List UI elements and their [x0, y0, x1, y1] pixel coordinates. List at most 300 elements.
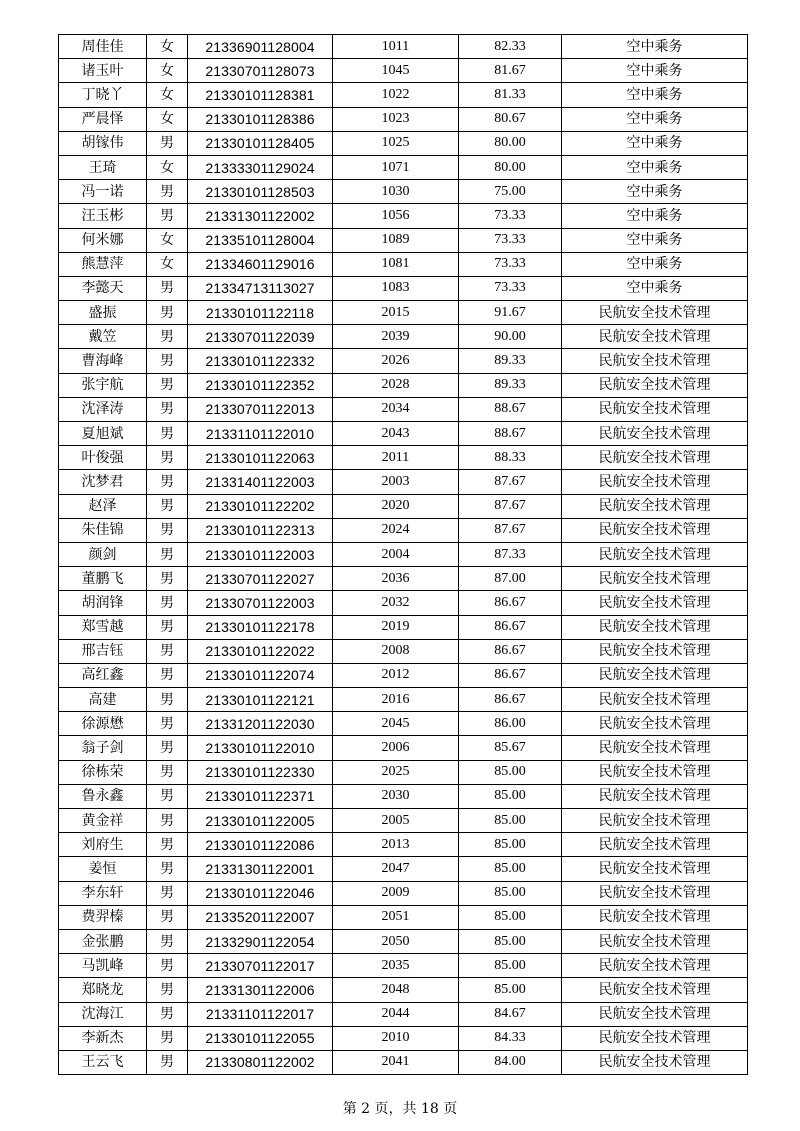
gender-cell: 男 [147, 518, 188, 542]
gender-cell: 男 [147, 470, 188, 494]
gender-cell: 男 [147, 881, 188, 905]
score-cell: 87.67 [459, 470, 562, 494]
student-name-cell: 金张鹏 [59, 929, 147, 953]
table-row [59, 954, 748, 978]
student-name-cell: 李新杰 [59, 1026, 147, 1050]
test-number-cell: 1056 [333, 204, 459, 228]
test-number-cell: 2005 [333, 809, 459, 833]
table-row [59, 905, 748, 929]
test-number-cell: 2013 [333, 833, 459, 857]
major-cell: 空中乘务 [562, 35, 748, 59]
major-cell: 民航安全技术管理 [562, 688, 748, 712]
score-cell: 86.67 [459, 615, 562, 639]
gender-cell: 男 [147, 615, 188, 639]
student-name-cell: 王琦 [59, 155, 147, 179]
student-name-cell: 鲁永鑫 [59, 784, 147, 808]
student-name-cell: 叶俊强 [59, 446, 147, 470]
score-cell: 87.67 [459, 494, 562, 518]
test-number-cell: 2020 [333, 494, 459, 518]
gender-cell: 男 [147, 978, 188, 1002]
exam-id-cell: 21331301122002 [188, 204, 333, 228]
student-name-cell: 张宇航 [59, 373, 147, 397]
table-row [59, 591, 748, 615]
major-cell: 空中乘务 [562, 252, 748, 276]
exam-id-cell: 21334713113027 [188, 276, 333, 300]
score-cell: 85.00 [459, 857, 562, 881]
major-cell: 民航安全技术管理 [562, 1050, 748, 1074]
gender-cell: 女 [147, 155, 188, 179]
student-name-cell: 高建 [59, 688, 147, 712]
score-cell: 90.00 [459, 325, 562, 349]
score-cell: 73.33 [459, 252, 562, 276]
major-cell: 民航安全技术管理 [562, 349, 748, 373]
table-row [59, 252, 748, 276]
table-row [59, 446, 748, 470]
score-cell: 85.00 [459, 905, 562, 929]
table-row [59, 809, 748, 833]
score-cell: 85.00 [459, 881, 562, 905]
gender-cell: 男 [147, 591, 188, 615]
gender-cell: 男 [147, 204, 188, 228]
major-cell: 民航安全技术管理 [562, 978, 748, 1002]
student-name-cell: 曹海峰 [59, 349, 147, 373]
test-number-cell: 2008 [333, 639, 459, 663]
table-row [59, 833, 748, 857]
table-row [59, 542, 748, 566]
exam-id-cell: 21330701122039 [188, 325, 333, 349]
major-cell: 民航安全技术管理 [562, 1026, 748, 1050]
results-table [58, 34, 748, 1075]
major-cell: 空中乘务 [562, 204, 748, 228]
exam-id-cell: 21330101122330 [188, 760, 333, 784]
exam-id-cell: 21330101128381 [188, 83, 333, 107]
gender-cell: 男 [147, 276, 188, 300]
test-number-cell: 2043 [333, 422, 459, 446]
gender-cell: 女 [147, 228, 188, 252]
roster-sheet [58, 34, 747, 1075]
score-cell: 85.00 [459, 954, 562, 978]
student-name-cell: 熊慧萍 [59, 252, 147, 276]
test-number-cell: 1025 [333, 131, 459, 155]
exam-id-cell: 21330101122313 [188, 518, 333, 542]
gender-cell: 男 [147, 446, 188, 470]
table-row [59, 349, 748, 373]
exam-id-cell: 21330101122005 [188, 809, 333, 833]
gender-cell: 男 [147, 349, 188, 373]
gender-cell: 女 [147, 107, 188, 131]
gender-cell: 男 [147, 180, 188, 204]
test-number-cell: 2047 [333, 857, 459, 881]
student-name-cell: 严晨怿 [59, 107, 147, 131]
student-name-cell: 董鹏飞 [59, 567, 147, 591]
test-number-cell: 2015 [333, 301, 459, 325]
student-name-cell: 李懿天 [59, 276, 147, 300]
gender-cell: 男 [147, 494, 188, 518]
major-cell: 民航安全技术管理 [562, 881, 748, 905]
exam-id-cell: 21330101122086 [188, 833, 333, 857]
gender-cell: 男 [147, 784, 188, 808]
gender-cell: 男 [147, 567, 188, 591]
table-row [59, 35, 748, 59]
student-name-cell: 盛振 [59, 301, 147, 325]
exam-id-cell: 21330101122118 [188, 301, 333, 325]
exam-id-cell: 21330101122352 [188, 373, 333, 397]
gender-cell: 男 [147, 663, 188, 687]
score-cell: 80.00 [459, 155, 562, 179]
score-cell: 82.33 [459, 35, 562, 59]
score-cell: 80.67 [459, 107, 562, 131]
major-cell: 民航安全技术管理 [562, 736, 748, 760]
test-number-cell: 2010 [333, 1026, 459, 1050]
score-cell: 86.67 [459, 688, 562, 712]
student-name-cell: 马凯峰 [59, 954, 147, 978]
student-name-cell: 颜剑 [59, 542, 147, 566]
test-number-cell: 2051 [333, 905, 459, 929]
student-name-cell: 刘府生 [59, 833, 147, 857]
gender-cell: 男 [147, 422, 188, 446]
score-cell: 91.67 [459, 301, 562, 325]
score-cell: 73.33 [459, 276, 562, 300]
table-row [59, 663, 748, 687]
exam-id-cell: 21330101122055 [188, 1026, 333, 1050]
student-name-cell: 邢吉钰 [59, 639, 147, 663]
student-name-cell: 费羿榛 [59, 905, 147, 929]
test-number-cell: 2048 [333, 978, 459, 1002]
exam-id-cell: 21330701122017 [188, 954, 333, 978]
table-row [59, 83, 748, 107]
gender-cell: 男 [147, 905, 188, 929]
exam-id-cell: 21330101122332 [188, 349, 333, 373]
gender-cell: 男 [147, 397, 188, 421]
test-number-cell: 2036 [333, 567, 459, 591]
student-name-cell: 胡镓伟 [59, 131, 147, 155]
table-row [59, 736, 748, 760]
major-cell: 民航安全技术管理 [562, 615, 748, 639]
exam-id-cell: 21330101122003 [188, 542, 333, 566]
page-footer: 第 2 页，共 18 页 [342, 1101, 458, 1117]
test-number-cell: 2039 [333, 325, 459, 349]
exam-id-cell: 21330101122121 [188, 688, 333, 712]
table-row [59, 712, 748, 736]
gender-cell: 男 [147, 301, 188, 325]
score-cell: 85.67 [459, 736, 562, 760]
major-cell: 民航安全技术管理 [562, 446, 748, 470]
major-cell: 民航安全技术管理 [562, 325, 748, 349]
student-name-cell: 胡润锋 [59, 591, 147, 615]
score-cell: 87.33 [459, 542, 562, 566]
test-number-cell: 1022 [333, 83, 459, 107]
score-cell: 81.67 [459, 59, 562, 83]
exam-id-cell: 21331301122001 [188, 857, 333, 881]
test-number-cell: 1011 [333, 35, 459, 59]
exam-id-cell: 21331101122017 [188, 1002, 333, 1026]
test-number-cell: 2034 [333, 397, 459, 421]
gender-cell: 男 [147, 712, 188, 736]
test-number-cell: 2041 [333, 1050, 459, 1074]
table-row [59, 567, 748, 591]
table-row [59, 228, 748, 252]
exam-id-cell: 21330101122010 [188, 736, 333, 760]
score-cell: 75.00 [459, 180, 562, 204]
gender-cell: 男 [147, 639, 188, 663]
major-cell: 空中乘务 [562, 155, 748, 179]
student-name-cell: 黄金祥 [59, 809, 147, 833]
gender-cell: 男 [147, 373, 188, 397]
gender-cell: 女 [147, 83, 188, 107]
table-row [59, 1002, 748, 1026]
exam-id-cell: 21336901128004 [188, 35, 333, 59]
student-name-cell: 沈泽涛 [59, 397, 147, 421]
major-cell: 民航安全技术管理 [562, 760, 748, 784]
table-row [59, 929, 748, 953]
table-row [59, 784, 748, 808]
exam-id-cell: 21331101122010 [188, 422, 333, 446]
gender-cell: 男 [147, 1050, 188, 1074]
major-cell: 民航安全技术管理 [562, 567, 748, 591]
test-number-cell: 2030 [333, 784, 459, 808]
score-cell: 89.33 [459, 349, 562, 373]
student-name-cell: 徐栋荣 [59, 760, 147, 784]
test-number-cell: 2024 [333, 518, 459, 542]
gender-cell: 男 [147, 325, 188, 349]
table-row [59, 688, 748, 712]
student-name-cell: 郑雪越 [59, 615, 147, 639]
exam-id-cell: 21330101122063 [188, 446, 333, 470]
exam-id-cell: 21330101122046 [188, 881, 333, 905]
score-cell: 85.00 [459, 929, 562, 953]
table-row [59, 881, 748, 905]
score-cell: 88.33 [459, 446, 562, 470]
score-cell: 80.00 [459, 131, 562, 155]
gender-cell: 男 [147, 736, 188, 760]
score-cell: 86.67 [459, 663, 562, 687]
test-number-cell: 2026 [333, 349, 459, 373]
test-number-cell: 2044 [333, 1002, 459, 1026]
student-name-cell: 丁晓丫 [59, 83, 147, 107]
table-row [59, 760, 748, 784]
major-cell: 空中乘务 [562, 180, 748, 204]
exam-id-cell: 21330101128405 [188, 131, 333, 155]
test-number-cell: 1045 [333, 59, 459, 83]
student-name-cell: 郑晓龙 [59, 978, 147, 1002]
major-cell: 民航安全技术管理 [562, 784, 748, 808]
student-name-cell: 姜恒 [59, 857, 147, 881]
gender-cell: 男 [147, 542, 188, 566]
exam-id-cell: 21330101122074 [188, 663, 333, 687]
score-cell: 85.00 [459, 760, 562, 784]
gender-cell: 男 [147, 833, 188, 857]
test-number-cell: 1023 [333, 107, 459, 131]
table-row [59, 180, 748, 204]
major-cell: 空中乘务 [562, 228, 748, 252]
gender-cell: 男 [147, 760, 188, 784]
score-cell: 85.00 [459, 978, 562, 1002]
test-number-cell: 1081 [333, 252, 459, 276]
test-number-cell: 2045 [333, 712, 459, 736]
exam-id-cell: 21330801122002 [188, 1050, 333, 1074]
major-cell: 民航安全技术管理 [562, 809, 748, 833]
score-cell: 86.67 [459, 591, 562, 615]
student-name-cell: 王云飞 [59, 1050, 147, 1074]
score-cell: 85.00 [459, 784, 562, 808]
exam-id-cell: 21331201122030 [188, 712, 333, 736]
score-cell: 84.00 [459, 1050, 562, 1074]
test-number-cell: 2016 [333, 688, 459, 712]
student-name-cell: 汪玉彬 [59, 204, 147, 228]
test-number-cell: 2003 [333, 470, 459, 494]
score-cell: 88.67 [459, 397, 562, 421]
student-name-cell: 周佳佳 [59, 35, 147, 59]
gender-cell: 男 [147, 688, 188, 712]
gender-cell: 男 [147, 929, 188, 953]
table-row [59, 1050, 748, 1074]
table-row [59, 325, 748, 349]
score-cell: 85.00 [459, 833, 562, 857]
score-cell: 73.33 [459, 204, 562, 228]
score-cell: 87.67 [459, 518, 562, 542]
table-row [59, 518, 748, 542]
major-cell: 民航安全技术管理 [562, 639, 748, 663]
major-cell: 民航安全技术管理 [562, 301, 748, 325]
test-number-cell: 2006 [333, 736, 459, 760]
score-cell: 88.67 [459, 422, 562, 446]
major-cell: 民航安全技术管理 [562, 591, 748, 615]
test-number-cell: 1083 [333, 276, 459, 300]
table-row [59, 639, 748, 663]
table-row [59, 301, 748, 325]
major-cell: 民航安全技术管理 [562, 1002, 748, 1026]
major-cell: 空中乘务 [562, 276, 748, 300]
gender-cell: 女 [147, 252, 188, 276]
major-cell: 民航安全技术管理 [562, 373, 748, 397]
test-number-cell: 2025 [333, 760, 459, 784]
exam-id-cell: 21335201122007 [188, 905, 333, 929]
table-row [59, 373, 748, 397]
test-number-cell: 2012 [333, 663, 459, 687]
student-name-cell: 高红鑫 [59, 663, 147, 687]
table-row [59, 276, 748, 300]
major-cell: 空中乘务 [562, 83, 748, 107]
test-number-cell: 2032 [333, 591, 459, 615]
student-name-cell: 诸玉叶 [59, 59, 147, 83]
table-row [59, 204, 748, 228]
exam-id-cell: 21331301122006 [188, 978, 333, 1002]
major-cell: 民航安全技术管理 [562, 494, 748, 518]
test-number-cell: 2028 [333, 373, 459, 397]
major-cell: 民航安全技术管理 [562, 954, 748, 978]
test-number-cell: 2035 [333, 954, 459, 978]
table-row [59, 978, 748, 1002]
student-name-cell: 戴笠 [59, 325, 147, 349]
table-row [59, 615, 748, 639]
score-cell: 85.00 [459, 809, 562, 833]
exam-id-cell: 21334601129016 [188, 252, 333, 276]
major-cell: 空中乘务 [562, 59, 748, 83]
gender-cell: 男 [147, 131, 188, 155]
exam-id-cell: 21330701122003 [188, 591, 333, 615]
table-row [59, 59, 748, 83]
student-name-cell: 翁子剑 [59, 736, 147, 760]
score-cell: 87.00 [459, 567, 562, 591]
test-number-cell: 1030 [333, 180, 459, 204]
score-cell: 84.33 [459, 1026, 562, 1050]
test-number-cell: 2019 [333, 615, 459, 639]
student-name-cell: 冯一诺 [59, 180, 147, 204]
major-cell: 民航安全技术管理 [562, 712, 748, 736]
score-cell: 84.67 [459, 1002, 562, 1026]
major-cell: 民航安全技术管理 [562, 470, 748, 494]
exam-id-cell: 21330101122178 [188, 615, 333, 639]
table-row [59, 1026, 748, 1050]
major-cell: 空中乘务 [562, 107, 748, 131]
student-name-cell: 何米娜 [59, 228, 147, 252]
gender-cell: 男 [147, 954, 188, 978]
major-cell: 民航安全技术管理 [562, 542, 748, 566]
gender-cell: 男 [147, 1002, 188, 1026]
major-cell: 民航安全技术管理 [562, 929, 748, 953]
exam-id-cell: 21332901122054 [188, 929, 333, 953]
exam-id-cell: 21330101128386 [188, 107, 333, 131]
student-name-cell: 李东轩 [59, 881, 147, 905]
score-cell: 86.67 [459, 639, 562, 663]
major-cell: 民航安全技术管理 [562, 397, 748, 421]
test-number-cell: 2050 [333, 929, 459, 953]
score-cell: 89.33 [459, 373, 562, 397]
table-row [59, 107, 748, 131]
student-name-cell: 沈梦君 [59, 470, 147, 494]
score-cell: 86.00 [459, 712, 562, 736]
student-name-cell: 沈海江 [59, 1002, 147, 1026]
student-name-cell: 赵泽 [59, 494, 147, 518]
table-row [59, 155, 748, 179]
gender-cell: 男 [147, 809, 188, 833]
table-row [59, 470, 748, 494]
exam-id-cell: 21333301129024 [188, 155, 333, 179]
major-cell: 民航安全技术管理 [562, 663, 748, 687]
test-number-cell: 1071 [333, 155, 459, 179]
test-number-cell: 2009 [333, 881, 459, 905]
student-name-cell: 徐源懋 [59, 712, 147, 736]
exam-id-cell: 21330701122013 [188, 397, 333, 421]
exam-id-cell: 21330101122371 [188, 784, 333, 808]
table-row [59, 422, 748, 446]
score-cell: 73.33 [459, 228, 562, 252]
score-cell: 81.33 [459, 83, 562, 107]
major-cell: 民航安全技术管理 [562, 905, 748, 929]
results-table-body [59, 35, 748, 1075]
exam-id-cell: 21335101128004 [188, 228, 333, 252]
major-cell: 空中乘务 [562, 131, 748, 155]
table-row [59, 397, 748, 421]
exam-id-cell: 21330101122022 [188, 639, 333, 663]
major-cell: 民航安全技术管理 [562, 518, 748, 542]
gender-cell: 男 [147, 1026, 188, 1050]
gender-cell: 女 [147, 35, 188, 59]
exam-id-cell: 21330101128503 [188, 180, 333, 204]
major-cell: 民航安全技术管理 [562, 833, 748, 857]
exam-id-cell: 21331401122003 [188, 470, 333, 494]
student-name-cell: 朱佳锦 [59, 518, 147, 542]
table-row [59, 494, 748, 518]
gender-cell: 女 [147, 59, 188, 83]
gender-cell: 男 [147, 857, 188, 881]
test-number-cell: 2004 [333, 542, 459, 566]
test-number-cell: 1089 [333, 228, 459, 252]
student-name-cell: 夏旭斌 [59, 422, 147, 446]
table-row [59, 131, 748, 155]
table-row [59, 857, 748, 881]
test-number-cell: 2011 [333, 446, 459, 470]
